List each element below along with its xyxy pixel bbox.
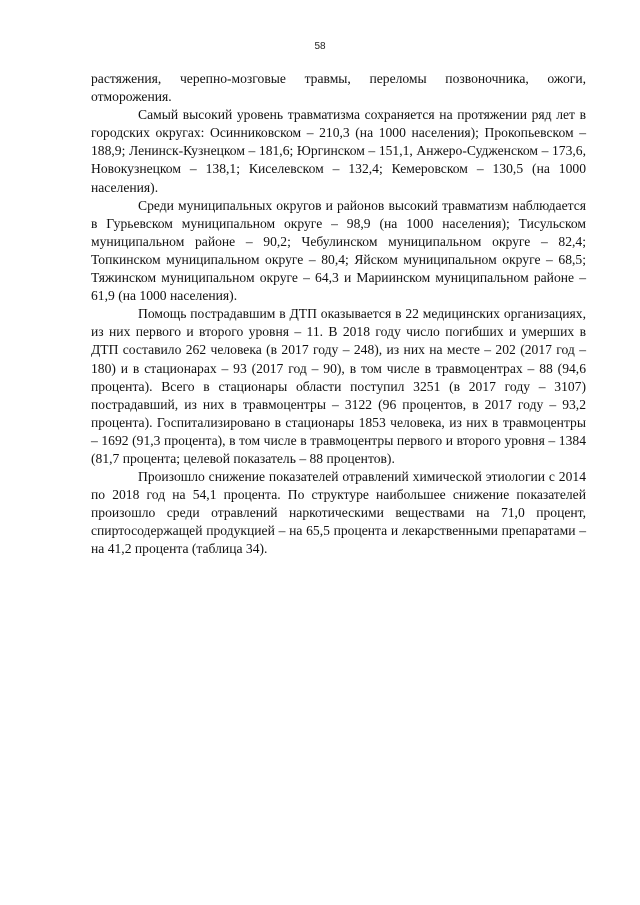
page-number: 58: [314, 41, 326, 52]
paragraph-continuation: растяжения, черепно-мозговые травмы, переломы позвоночника, ожоги, отморожения.: [91, 71, 586, 105]
paragraph-municipal-districts-injuries: Среди муниципальных округов и районов высокий травматизм наблюдается в Гурьевском муниципальном округе – 98,9 (на 1000 населения); Тисульском муниципальном районе – 90,2; Чебулинском муниципальном округе – 82,4; Топкинском муниципальном округе – 80,4; Яйском муниципальном округе – 68,5; Тяжинском муниципальном округе – 64,3 и Мариинском муниципальном районе – 61,9 (на 1000 населения).: [91, 197, 586, 304]
text-body: [91, 70, 586, 559]
paragraph-city-districts-injuries: Самый высокий уровень травматизма сохраняется на протяжении ряд лет в городских округах: Осинниковском – 210,3 (на 1000 населения); Прокопьевском – 188,9; Ленинск-Кузнецком – 181,6; Юргинском – 151,1, Анжеро-Судженском – 173,6, Новокузнецком – 138,1; Киселевском – 132,4; Кемеровском – 130,5 (на 1000 населения).: [91, 107, 586, 195]
paragraph-road-accident-care: Помощь пострадавшим в ДТП оказывается в 22 медицинских организациях, из них первого и второго уровня – 11. В 2018 году число погибших и умерших в ДТП составило 262 человека (в 2017 году – 248), из них на месте – 202 (2017 год – 180) и в стационарах – 93 (2017 год – 90), в том числе в травмоцентрах – 88 (94,6 процента). Всего в стационары области поступил 3251 (в 2017 году – 3107) пострадавший, из них в травмоцентры – 3122 (96 процентов, в 2017 году – 93,2 процента). Госпитализировано в стационары 1853 человека, из них в травмоцентры – 1692 (91,3 процента), в том числе в травмоцентры первого и второго уровня – 1384 (81,7 процента; целевой показатель – 88 процентов).: [91, 306, 586, 466]
paragraph-chemical-poisoning: Произошло снижение показателей отравлений химической этиологии с 2014 по 2018 год на 54,1 процента. По структуре наибольшее снижение показателей произошло среди отравлений наркотическими веществами на 71,0 процент, спиртосодержащей продукцией – на 65,5 процента и лекарственными препаратами – на 41,2 процента (таблица 34).: [91, 469, 586, 557]
